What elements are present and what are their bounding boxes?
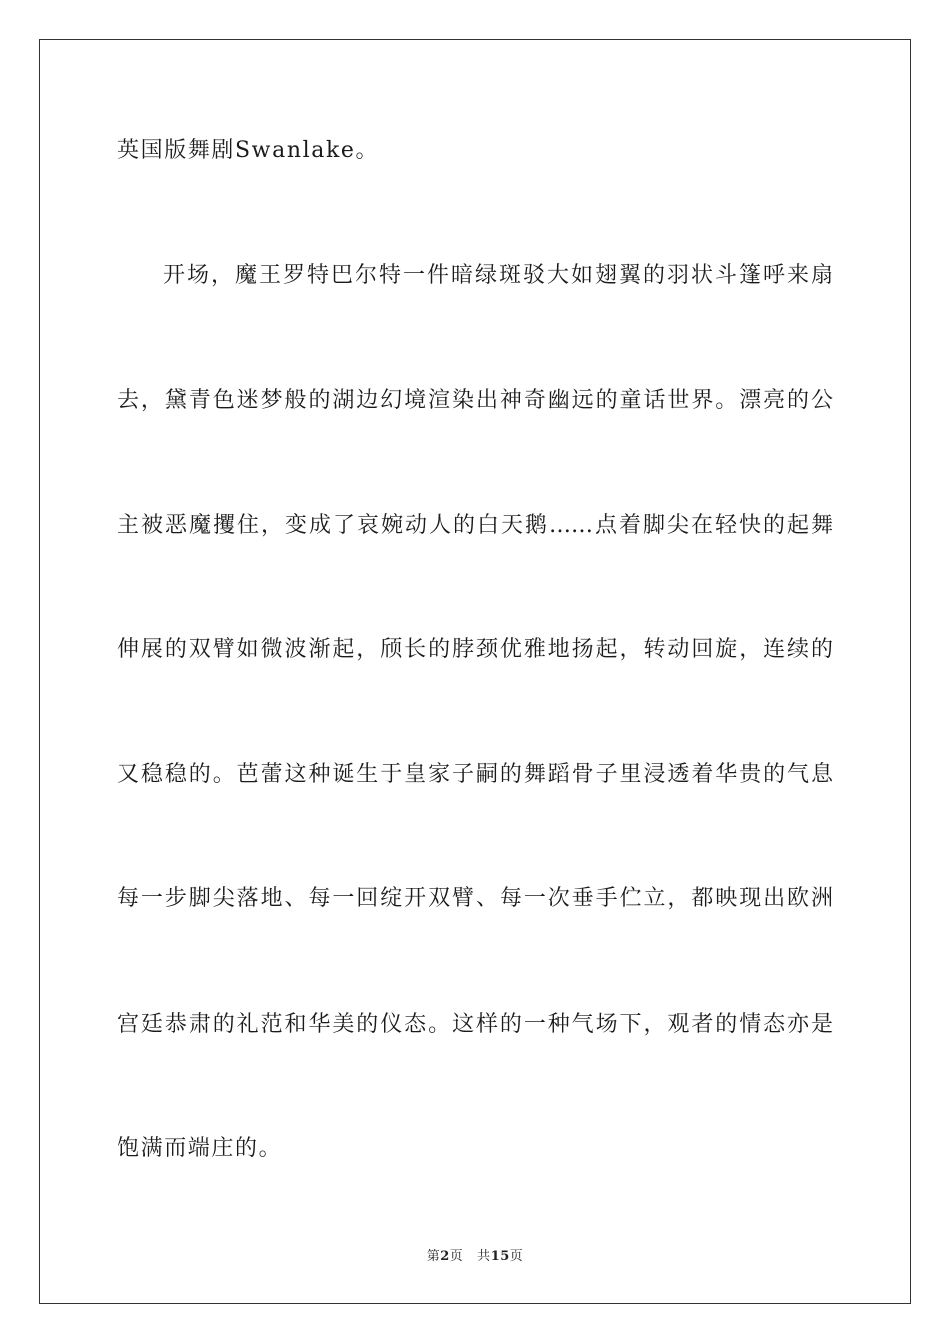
page-number: 2 (440, 1249, 450, 1264)
page-border (39, 39, 911, 1304)
total-pages: 15 (490, 1249, 510, 1264)
text-line-3: 去，黛青色迷梦般的湖边幻境渲染出神奇幽远的童话世界。漂亮的公 (117, 388, 833, 413)
page-prefix: 第 (426, 1249, 441, 1264)
text-line-9: 饱满而端庄的。 (117, 1136, 283, 1161)
total-prefix: 共 (477, 1249, 491, 1264)
text-line-5: 伸展的双臂如微波渐起，颀长的脖颈优雅地扬起，转动回旋，连续的 (117, 637, 833, 662)
text-line-8: 宫廷恭肃的礼范和华美的仪态。这样的一种气场下，观者的情态亦是 (117, 1012, 833, 1037)
text-line-4: 主被恶魔攫住，变成了哀婉动人的白天鹅……点着脚尖在轻快的起舞 (117, 513, 833, 538)
page-footer (0, 1248, 950, 1266)
page-suffix: 页 (449, 1249, 464, 1264)
text-line-2: 开场，魔王罗特巴尔特一件暗绿斑驳大如翅翼的羽状斗篷呼来扇 (163, 263, 833, 288)
total-suffix: 页 (509, 1249, 524, 1264)
text-line-1: 英国版舞剧Swanlake。 (117, 138, 380, 163)
text-line-6: 又稳稳的。芭蕾这种诞生于皇家子嗣的舞蹈骨子里浸透着华贵的气息 (117, 762, 833, 787)
text-line-7: 每一步脚尖落地、每一回绽开双臂、每一次垂手伫立，都映现出欧洲 (117, 886, 833, 911)
